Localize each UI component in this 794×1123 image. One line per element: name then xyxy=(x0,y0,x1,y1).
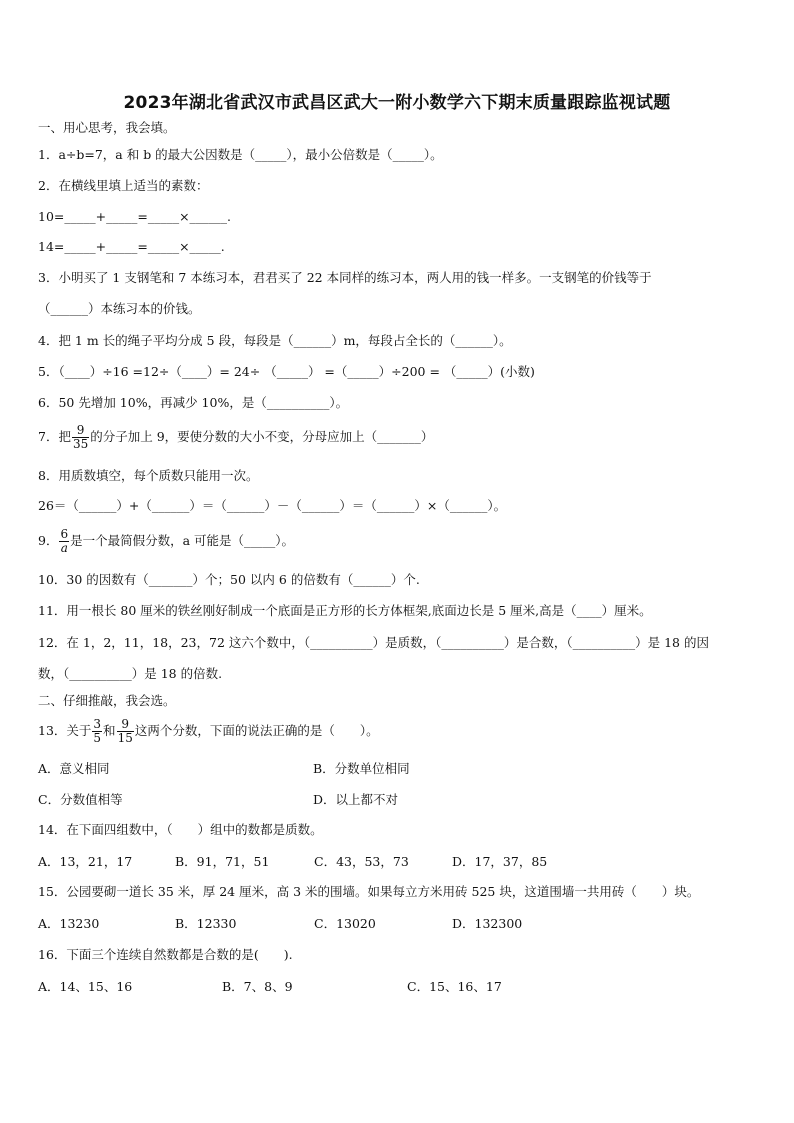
q15-option-d: D．132300 xyxy=(452,916,523,931)
question-9-prefix: 9． xyxy=(38,533,59,548)
fraction-denominator: 35 xyxy=(72,437,89,451)
q15-option-a: A．13230 xyxy=(38,916,100,931)
fraction-6-a xyxy=(59,528,69,555)
fraction-denominator: 15 xyxy=(117,731,133,745)
question-3-line-b: （______）本练习本的价钱。 xyxy=(38,301,201,316)
q16-option-b: B．7、8、9 xyxy=(222,979,293,994)
question-12-line-a: 12．在 1，2，11，18，23，72 这六个数中，（__________）是质数，（__________）是合数，（__________）是 18 的因 xyxy=(38,635,709,650)
fraction-9-35 xyxy=(72,424,89,451)
q15-option-c: C．13020 xyxy=(314,916,376,931)
question-7-prefix: 7．把 xyxy=(38,429,71,444)
q13-option-a: A．意义相同 xyxy=(38,761,110,776)
page-title: 2023年湖北省武汉市武昌区武大一附小数学六下期末质量跟踪监视试题 xyxy=(123,93,671,113)
fraction-denominator: a xyxy=(60,541,68,555)
question-8-equation: 26＝（______）+（______）＝（______）－（______）＝（______）×（______）。 xyxy=(38,498,507,513)
question-6: 6．50 先增加 10%，再减少 10%，是（__________）。 xyxy=(38,395,349,410)
q16-option-c: C．15、16、17 xyxy=(407,979,502,994)
question-8: 8．用质数填空，每个质数只能用一次。 xyxy=(38,468,259,483)
question-9-text: 是一个最简假分数，a 可能是（_____）。 xyxy=(70,533,295,548)
question-9 xyxy=(38,524,764,558)
q14-option-d: D．17，37，85 xyxy=(452,854,548,869)
question-13-and: 和 xyxy=(103,723,116,738)
question-4: 4．把 1 m 长的绳子平均分成 5 段，每段是（______）m，每段占全长的（______）。 xyxy=(38,333,512,348)
question-13 xyxy=(38,714,764,748)
question-1: 1．a÷b=7，a 和 b 的最大公因数是（_____），最小公倍数是（_____）。 xyxy=(38,147,443,162)
question-3-line-a: 3．小明买了 1 支钢笔和 7 本练习本，君君买了 22 本同样的练习本，两人用的钱一样多。一支钢笔的价钱等于 xyxy=(38,270,652,285)
fraction-numerator: 9 xyxy=(117,718,134,732)
fraction-3-5 xyxy=(92,718,102,745)
q14-option-b: B．91，71，51 xyxy=(175,854,270,869)
q13-option-c: C．分数值相等 xyxy=(38,792,123,807)
question-14: 14．在下面四组数中，（ ）组中的数都是质数。 xyxy=(38,822,323,837)
question-2-line-a: 10=_____+_____=_____×______. xyxy=(38,209,232,224)
fraction-denominator: 5 xyxy=(93,731,102,745)
question-2-line-b: 14=_____+_____=_____×_____. xyxy=(38,239,225,254)
q13-option-b: B．分数单位相同 xyxy=(313,761,410,776)
question-5: 5．（____）÷16 =12÷（____）= 24÷ （_____） =（_____）÷200 = （_____）(小数) xyxy=(38,364,535,379)
question-7-text: 的分子加上 9，要使分数的大小不变，分母应加上（_______） xyxy=(90,429,434,444)
section-heading-2: 二、仔细推敲，我会选。 xyxy=(38,693,176,708)
fraction-numerator: 3 xyxy=(93,717,102,731)
question-11: 11．用一根长 80 厘米的铁丝刚好制成一个底面是正方形的长方体框架,底面边长是 5 厘米,高是（____）厘米。 xyxy=(38,603,652,618)
question-15: 15．公园要砌一道长 35 米，厚 24 厘米，高 3 米的围墙。如果每立方米用砖 525 块，这道围墙一共用砖（ ）块。 xyxy=(38,884,700,899)
question-16: 16．下面三个连续自然数都是合数的是( ). xyxy=(38,947,293,962)
question-7 xyxy=(38,420,764,454)
fraction-numerator: 9 xyxy=(72,424,89,438)
question-2: 2．在横线里填上适当的素数： xyxy=(38,178,209,193)
q14-option-a: A．13，21，17 xyxy=(38,854,133,869)
q16-option-a: A．14、15、16 xyxy=(38,979,133,994)
q13-option-d: D．以上都不对 xyxy=(313,792,399,807)
fraction-numerator: 6 xyxy=(60,527,69,541)
q14-option-c: C．43，53，73 xyxy=(314,854,409,869)
q15-option-b: B．12330 xyxy=(175,916,237,931)
section-heading-1: 一、用心思考，我会填。 xyxy=(38,120,176,135)
question-13-prefix: 13．关于 xyxy=(38,723,92,738)
question-12-line-b: 数，（__________）是 18 的倍数. xyxy=(38,666,223,681)
question-10: 10．30 的因数有（_______）个；50 以内 6 的倍数有（______）个. xyxy=(38,572,420,587)
question-13-text: 这两个分数，下面的说法正确的是（ ）。 xyxy=(134,723,379,738)
fraction-9-15 xyxy=(117,718,134,745)
